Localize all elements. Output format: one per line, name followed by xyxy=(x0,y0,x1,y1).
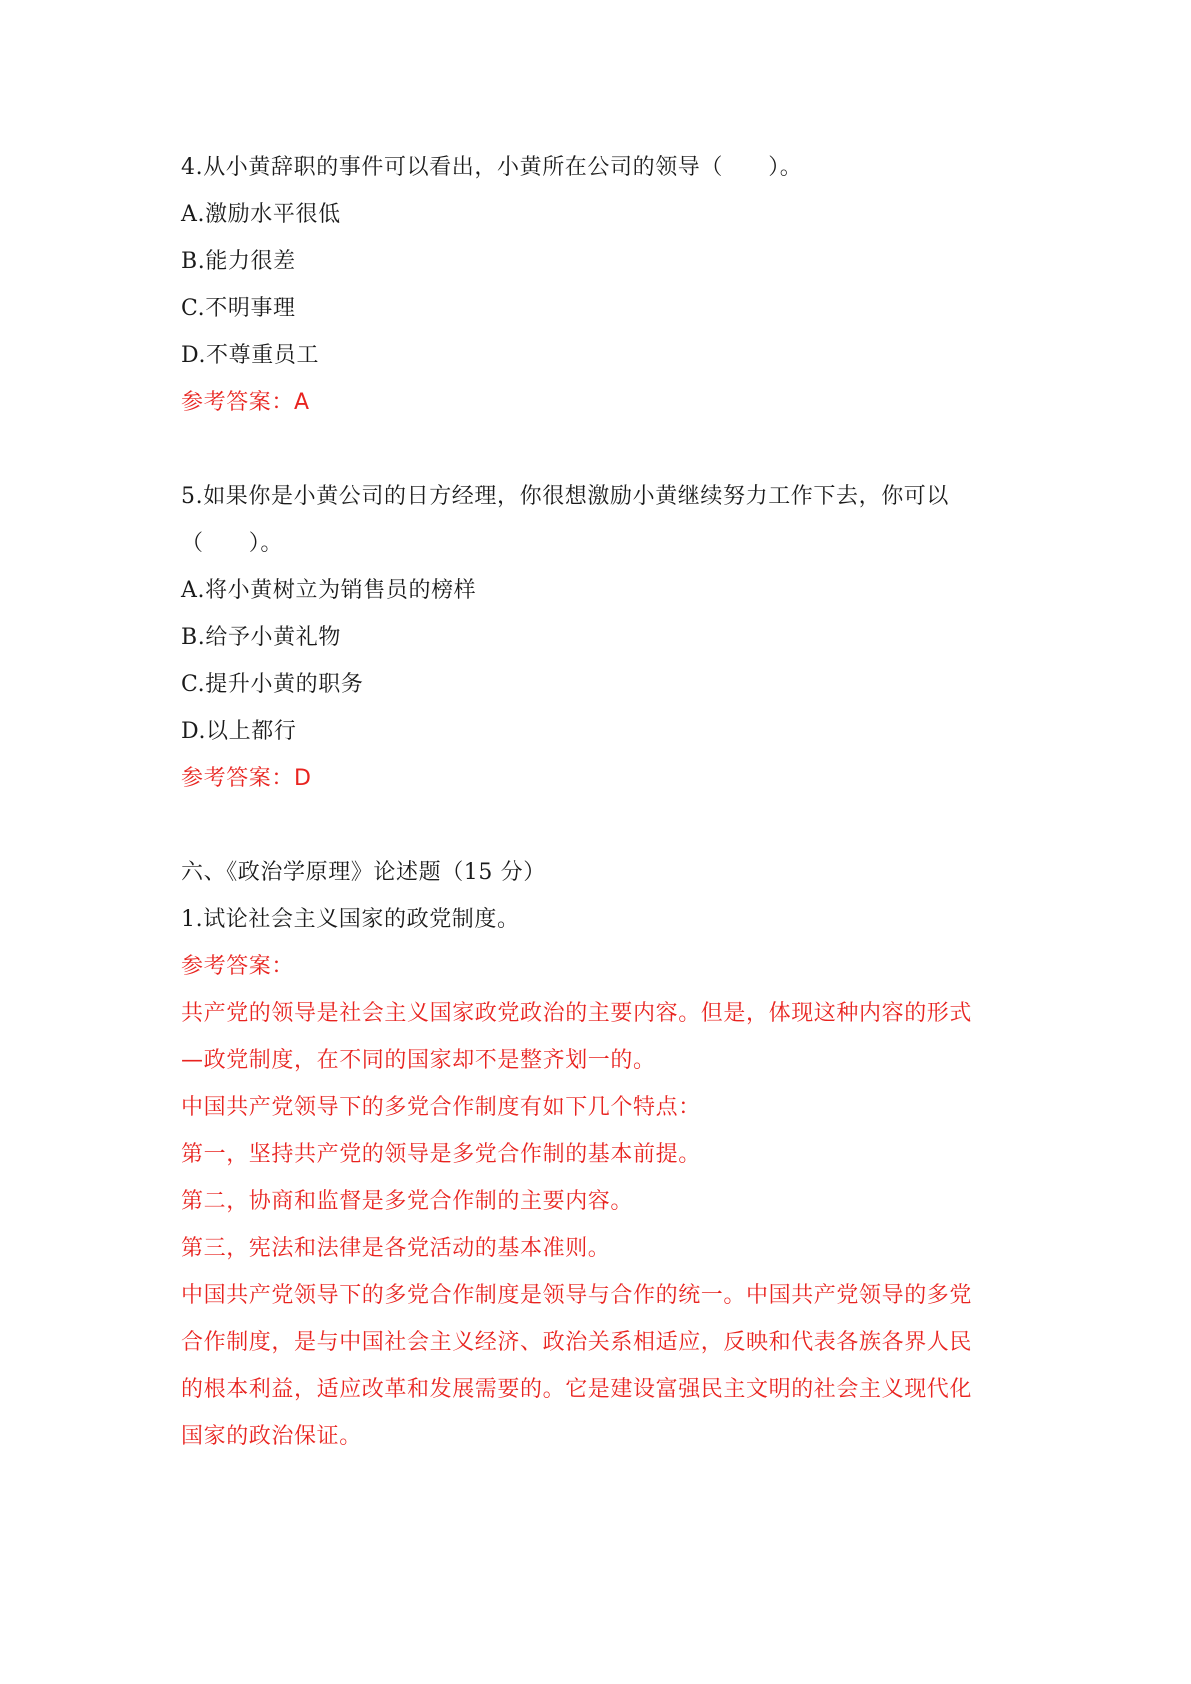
q5-option-b: B.给予小黄礼物 xyxy=(181,625,341,650)
q5-option-a: A.将小黄树立为销售员的榜样 xyxy=(181,578,477,603)
q4-stem: 4.从小黄辞职的事件可以看出，小黄所在公司的领导（ ）。 xyxy=(181,155,803,180)
answer-line-9: 的根本利益，适应改革和发展需要的。它是建设富强民主文明的社会主义现代化 xyxy=(181,1377,973,1402)
section6-heading: 六、《政治学原理》论述题（15 分） xyxy=(181,860,546,885)
q5-option-c: C.提升小黄的职务 xyxy=(181,672,364,697)
section6-answer-label: 参考答案： xyxy=(181,954,295,979)
answer-line-8: 合作制度，是与中国社会主义经济、政治关系相适应，反映和代表各族各界人民 xyxy=(181,1330,973,1355)
q5-stem-line2: （ ）。 xyxy=(181,531,284,556)
answer-line-2: —政党制度，在不同的国家却不是整齐划一的。 xyxy=(181,1048,656,1073)
q5-stem-line1: 5.如果你是小黄公司的日方经理，你很想激励小黄继续努力工作下去，你可以 xyxy=(181,484,949,509)
answer-line-1: 共产党的领导是社会主义国家政党政治的主要内容。但是，体现这种内容的形式 xyxy=(181,1001,973,1026)
q4-answer: 参考答案：A xyxy=(181,390,310,415)
answer-line-6: 第三，宪法和法律是各党活动的基本准则。 xyxy=(181,1236,611,1261)
q4-option-a: A.激励水平很低 xyxy=(181,202,341,227)
section6-question: 1.试论社会主义国家的政党制度。 xyxy=(181,907,520,932)
answer-line-10: 国家的政治保证。 xyxy=(181,1424,362,1449)
answer-line-7: 中国共产党领导下的多党合作制度是领导与合作的统一。中国共产党领导的多党 xyxy=(181,1283,973,1308)
answer-line-4: 第一，坚持共产党的领导是多党合作制的基本前提。 xyxy=(181,1142,701,1167)
q4-option-b: B.能力很差 xyxy=(181,249,296,274)
q4-option-c: C.不明事理 xyxy=(181,296,296,321)
q5-option-d: D.以上都行 xyxy=(181,719,297,744)
q4-option-d: D.不尊重员工 xyxy=(181,343,320,368)
q5-answer: 参考答案：D xyxy=(181,766,312,791)
answer-line-5: 第二，协商和监督是多党合作制的主要内容。 xyxy=(181,1189,634,1214)
answer-line-3: 中国共产党领导下的多党合作制度有如下几个特点： xyxy=(181,1095,701,1120)
